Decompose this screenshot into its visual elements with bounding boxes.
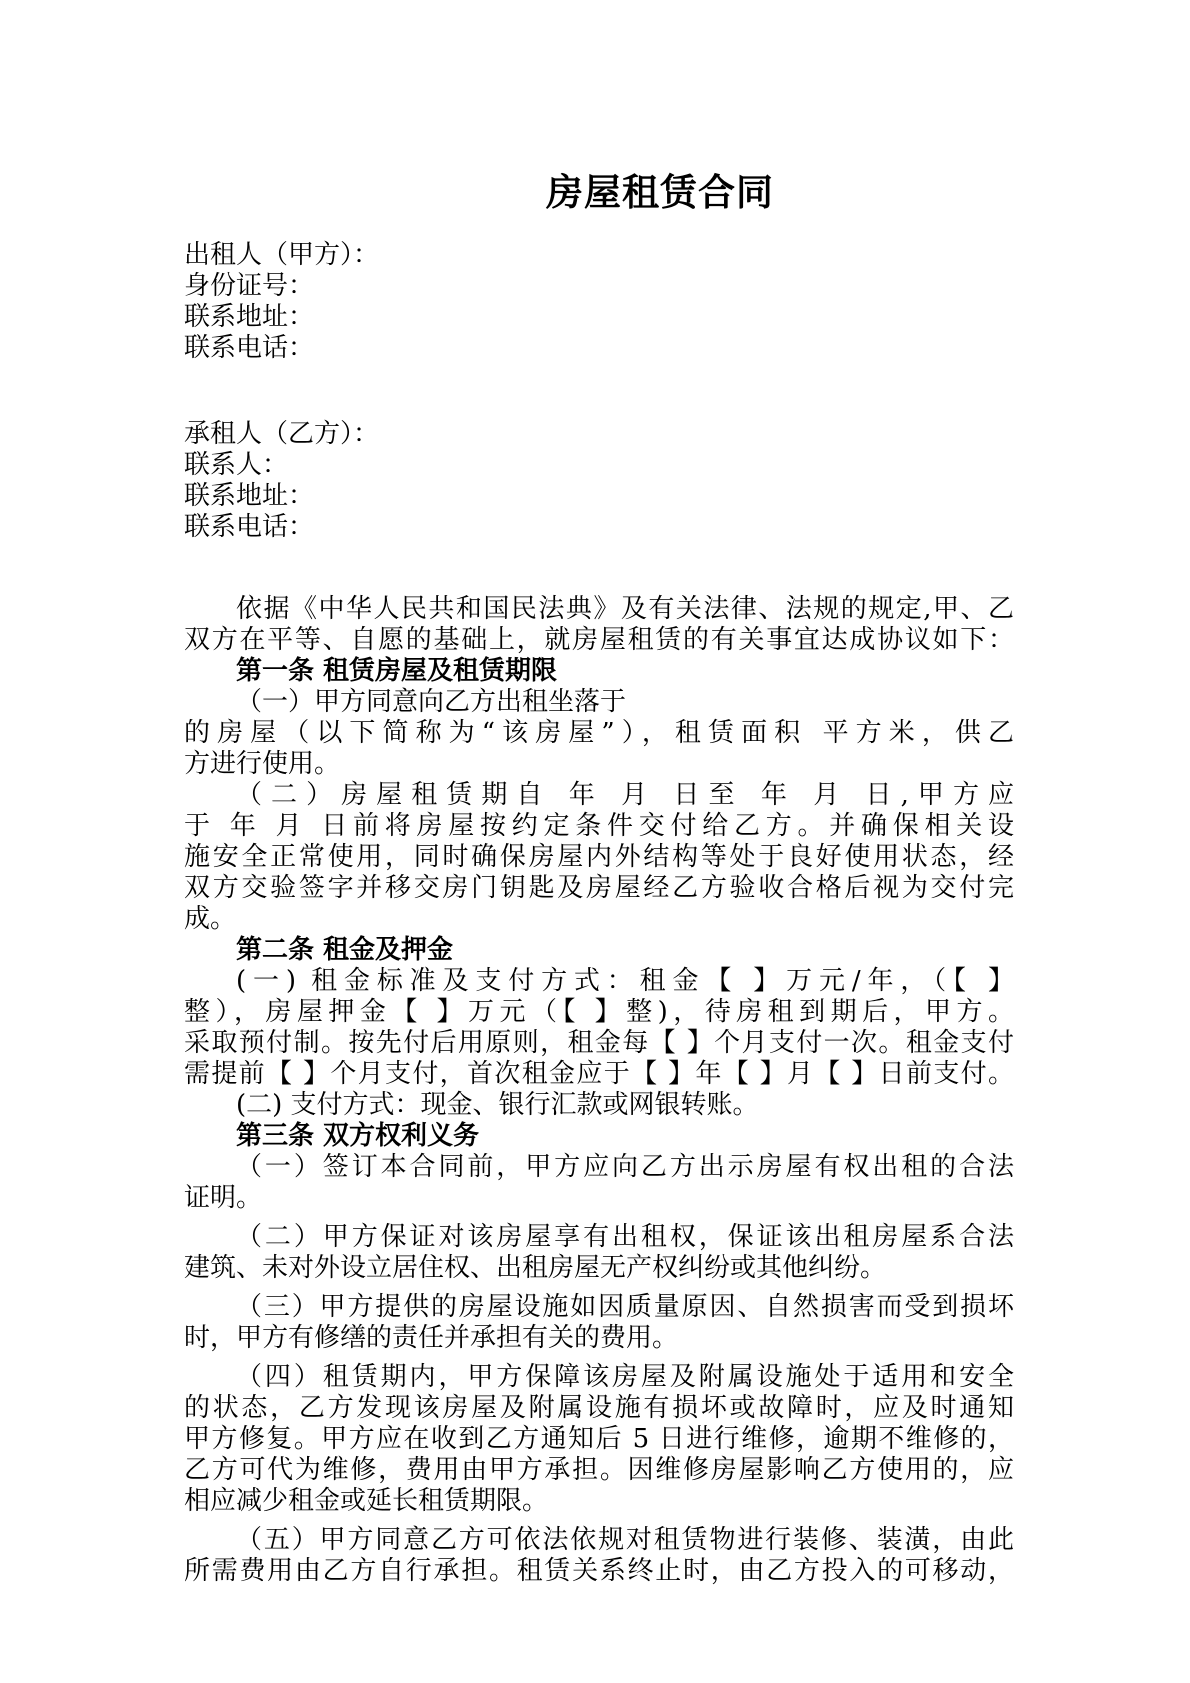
article1-heading: 第一条 租赁房屋及租赁期限 (236, 656, 558, 686)
article3-p5 (184, 1525, 1014, 1587)
article3-heading: 第三条 双方权利义务 (236, 1121, 480, 1151)
text-line: 采取预付制。按先付后用原则，租金每【 】个月支付一次。租金支付 (184, 1028, 1014, 1058)
text-line: （一）甲方同意向乙方出租坐落于 (236, 687, 627, 717)
document-body (184, 240, 1014, 1587)
party-b-address: 联系地址： (184, 481, 315, 511)
text-line: 需提前【 】个月支付，首次租金应于【 】年【 】月【 】日前支付。 (184, 1059, 1014, 1089)
text-line: 成。 (184, 904, 237, 934)
spacer (184, 395, 1014, 419)
text-line: 整），房屋押金【 】万元（【 】整)，待房租到期后，甲方。 (184, 997, 1014, 1027)
text-line: 的状态，乙方发现该房屋及附属设施有损坏或故障时，应及时通知 (184, 1393, 1014, 1423)
text-line: 相应减少租金或延长租赁期限。 (184, 1486, 549, 1516)
text-line: 方进行使用。 (184, 749, 341, 779)
spacer (184, 1214, 1014, 1222)
text-line: （五）甲方同意乙方可依法依规对租赁物进行装修、装潢，由此 (236, 1525, 1014, 1555)
text-line: （二）甲方保证对该房屋享有出租权，保证该出租房屋系合法 (236, 1222, 1014, 1252)
spacer (184, 1517, 1014, 1525)
article3-p2 (184, 1222, 1014, 1284)
text-line: 于 年 月 日前将房屋按约定条件交付给乙方。并确保相关设 (184, 811, 1014, 841)
text-line: 乙方可代为维修，费用由甲方承担。因维修房屋影响乙方使用的，应 (184, 1455, 1014, 1485)
text-line: （三）甲方提供的房屋设施如因质量原因、自然损害而受到损坏 (236, 1292, 1014, 1322)
text-line: 施安全正常使用，同时确保房屋内外结构等处于良好使用状态，经 (184, 842, 1014, 872)
party-b-contact: 联系人： (184, 450, 289, 480)
text-line: （二）房屋租赁期自 年 月 日至 年 月 日,甲方应 (236, 780, 1014, 810)
article2-p1 (184, 966, 1014, 1090)
spacer (184, 364, 1014, 395)
article3-p1 (184, 1152, 1014, 1214)
text-line: 时，甲方有修缮的责任并承担有关的费用。 (184, 1323, 679, 1353)
party-a-lessor: 出租人（甲方）： (184, 240, 380, 270)
party-a-block (184, 240, 1014, 364)
party-b-phone: 联系电话： (184, 512, 315, 542)
document-title: 房屋租赁合同 (546, 170, 774, 214)
text-line: （一）签订本合同前，甲方应向乙方出示房屋有权出租的合法 (236, 1152, 1014, 1182)
preamble (184, 594, 1014, 656)
preamble-line: 双方在平等、自愿的基础上，就房屋租赁的有关事宜达成协议如下： (184, 625, 1014, 655)
party-b-block (184, 419, 1014, 543)
text-line: （四）租赁期内，甲方保障该房屋及附属设施处于适用和安全 (236, 1362, 1014, 1392)
party-a-id-number: 身份证号： (184, 271, 315, 301)
article1-p1 (184, 687, 1014, 780)
article2-p2: (二) 支付方式：现金、银行汇款或网银转账。 (236, 1090, 759, 1120)
article2-heading: 第二条 租金及押金 (236, 935, 454, 965)
text-line: 的房屋（以下简称为“该房屋”），租赁面积 平方米，供乙 (184, 718, 1014, 748)
text-line: (一) 租金标准及支付方式：租金【 】万元/年，（【 】 (236, 966, 1014, 996)
article3-p4 (184, 1362, 1014, 1517)
party-b-lessee: 承租人（乙方）： (184, 419, 380, 449)
party-a-address: 联系地址： (184, 302, 315, 332)
spacer (184, 543, 1014, 594)
text-line: 甲方修复。甲方应在收到乙方通知后 5 日进行维修，逾期不维修的， (184, 1424, 1014, 1454)
spacer (184, 1284, 1014, 1292)
party-a-phone: 联系电话： (184, 333, 315, 363)
article1-p2 (184, 780, 1014, 935)
text-line: 证明。 (184, 1183, 263, 1213)
preamble-line: 依据《中华人民共和国民法典》及有关法律、法规的规定,甲、乙 (236, 594, 1014, 624)
text-line: 所需费用由乙方自行承担。租赁关系终止时，由乙方投入的可移动， (184, 1556, 1014, 1586)
text-line: 建筑、未对外设立居住权、出租房屋无产权纠纷或其他纠纷。 (184, 1253, 887, 1283)
spacer (184, 1354, 1014, 1362)
article3-p3 (184, 1292, 1014, 1354)
text-line: 双方交验签字并移交房门钥匙及房屋经乙方验收合格后视为交付完 (184, 873, 1014, 903)
